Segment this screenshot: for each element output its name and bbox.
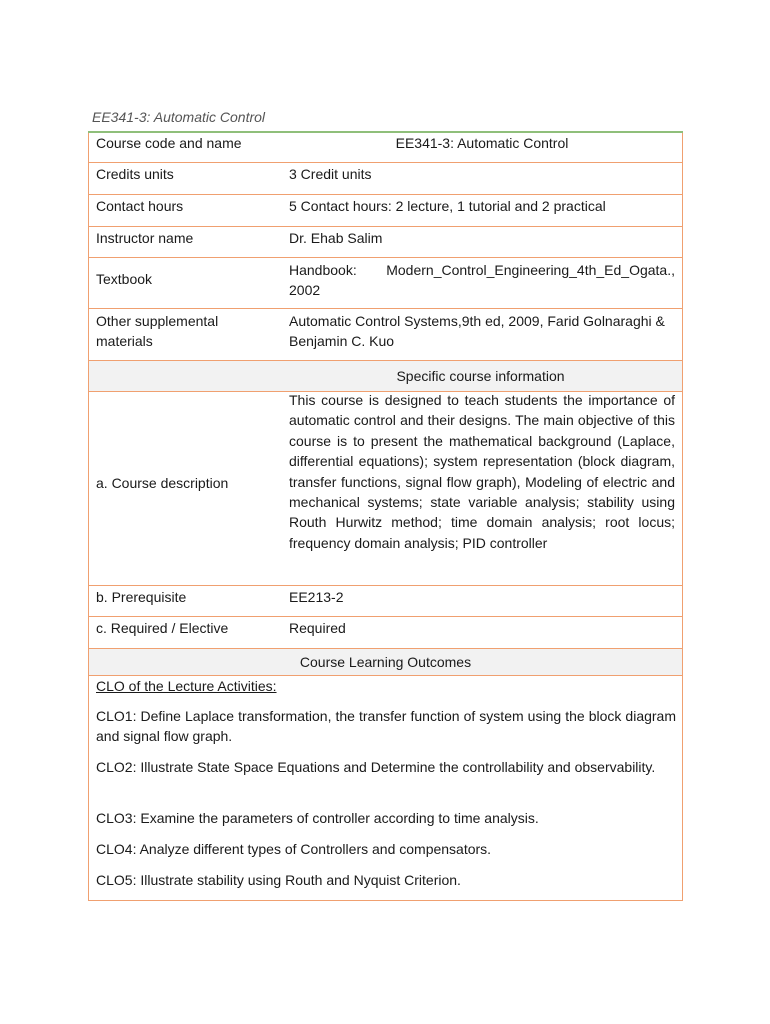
- label-instructor: Instructor name: [96, 230, 194, 246]
- label-supplemental: Other supplemental materials: [96, 313, 219, 349]
- row-specific-heading: [89, 361, 682, 392]
- course-spec-table: [88, 131, 683, 901]
- row-course-code: [89, 132, 682, 163]
- value-prerequisite: EE213-2: [289, 589, 344, 605]
- value-description: This course is designed to teach students the importance of automatic control and their designs. The main objective of this course is to present the mathematical background (Laplace, differential equations); system representation (block diagram, transfer functions, signal flow graph), Modeling of electric and mechanical systems; state variable analysis; stability using Routh Hurwitz method; time domain analysis; root locus; frequency domain analysis; PID controller: [289, 392, 675, 551]
- row-prerequisite: [89, 586, 682, 617]
- row-description: [89, 392, 682, 586]
- row-instructor: [89, 227, 682, 258]
- value-supplemental: Automatic Control Systems,9th ed, 2009, Farid Golnaraghi & Benjamin C. Kuo: [289, 313, 665, 350]
- row-credits: [89, 163, 682, 195]
- clo-subheading: CLO of the Lecture Activities:: [96, 678, 277, 694]
- clo-item-1: CLO1: Define Laplace transformation, the transfer function of system using the block diagram and signal flow graph.: [96, 708, 676, 745]
- specific-course-heading: Specific course information: [396, 368, 565, 384]
- clo-item-4: CLO4: Analyze different types of Controllers and compensators.: [96, 841, 492, 857]
- value-instructor: Dr. Ehab Salim: [289, 230, 383, 246]
- label-course-code: Course code and name: [96, 135, 242, 151]
- label-prerequisite: b. Prerequisite: [96, 589, 187, 605]
- clo-item-5: CLO5: Illustrate stability using Routh and Nyquist Criterion.: [96, 872, 461, 888]
- value-credits: 3 Credit units: [289, 166, 372, 182]
- clo-heading: Course Learning Outcomes: [299, 654, 472, 670]
- row-supplemental: [89, 309, 682, 361]
- row-required: [89, 617, 682, 649]
- label-description: a. Course description: [96, 475, 229, 491]
- label-contact-hours: Contact hours: [96, 198, 184, 214]
- label-textbook: Textbook: [96, 271, 153, 287]
- label-required: c. Required / Elective: [96, 620, 229, 636]
- row-contact-hours: [89, 195, 682, 227]
- clo-item-2: CLO2: Illustrate State Space Equations and Determine the controllability and observability.: [96, 759, 656, 775]
- document-header: EE341-3: Automatic Control: [92, 109, 266, 125]
- row-textbook: [89, 258, 682, 309]
- value-required: Required: [289, 620, 346, 636]
- clo-item-3: CLO3: Examine the parameters of controller according to time analysis.: [96, 810, 539, 826]
- value-course-code: EE341-3: Automatic Control: [395, 135, 569, 151]
- row-clo-heading: [89, 649, 682, 676]
- value-contact-hours: 5 Contact hours: 2 lecture, 1 tutorial and 2 practical: [289, 198, 606, 214]
- value-textbook: Handbook: Modern_Control_Engineering_4th_Ed_Ogata., 2002: [289, 262, 675, 299]
- label-credits: Credits units: [96, 166, 174, 182]
